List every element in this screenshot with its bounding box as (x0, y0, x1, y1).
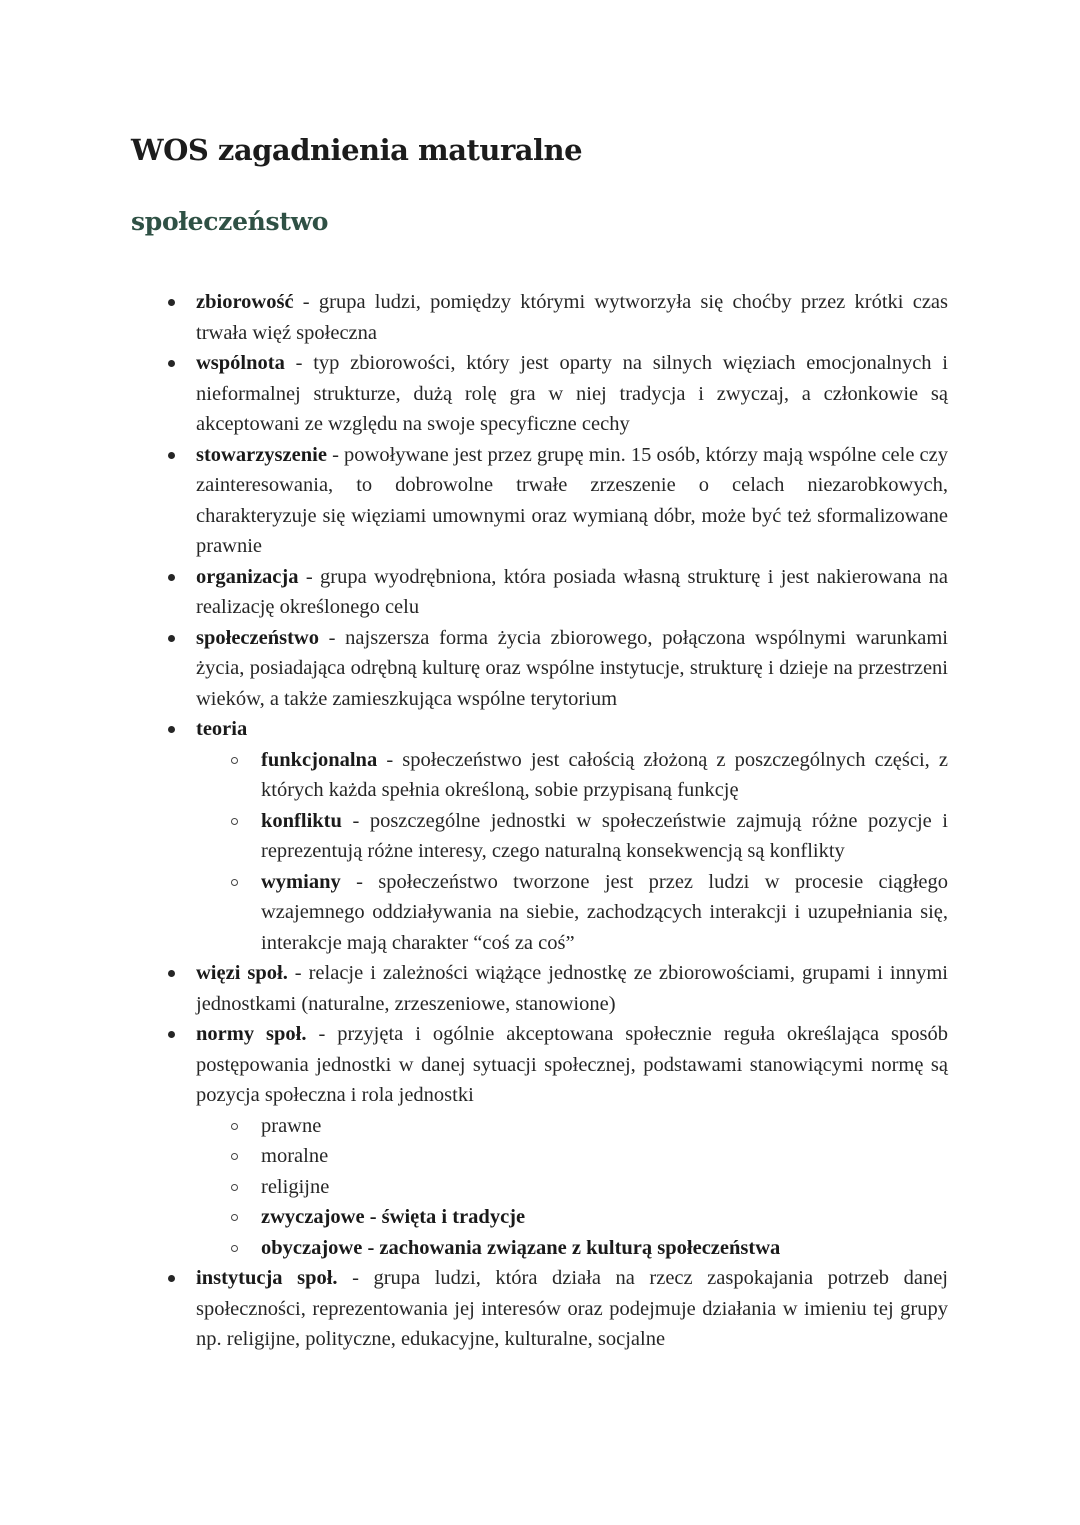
norm-type: religijne (261, 1175, 330, 1198)
sublist-item (196, 867, 948, 959)
term-definition: - społeczeństwo jest całością złożoną z poszczególnych części, z których każda spełnia określoną, sobie przypisaną funkcję (261, 748, 948, 801)
term-definition: - powoływane jest przez grupę min. 15 osób, którzy mają wspólne cele czy zainteresowania, to dobrowolne trwałe zrzeszenie o celach niezarobkowych, charakteryzuje się więziami umownymi oraz wymianą dóbr, może być też sformalizowane prawnie (196, 443, 949, 557)
bullet-icon (168, 574, 175, 581)
circle-bullet-icon (231, 1214, 238, 1221)
norm-type: prawne (261, 1114, 322, 1137)
bullet-icon (168, 726, 175, 733)
circle-bullet-icon (231, 757, 238, 764)
term-label: organizacja (196, 565, 299, 588)
bullet-icon (168, 635, 175, 642)
list-item (131, 1263, 948, 1355)
term-definition: - poszczególne jednostki w społeczeństwie zajmują różne pozycje i reprezentują różne interesy, czego naturalną konsekwencją są konflikty (261, 809, 948, 862)
term-definition: - grupa wyodrębniona, która posiada własną strukturę i jest nakierowana na realizację określonego celu (196, 565, 948, 618)
list-item (131, 440, 948, 562)
bullet-icon (168, 299, 175, 306)
term-label: funkcjonalna (261, 748, 378, 771)
term-definition: - społeczeństwo tworzone jest przez ludzi w procesie ciągłego wzajemnego oddziaływania na siebie, zachodzących interakcji i uzupełniania się, interakcje mają charakter “coś za coś” (261, 870, 948, 954)
term-definition: - relacje i zależności wiążące jednostkę ze zbiorowościami, grupami i innymi jednostkami (naturalne, zrzeszeniowe, stanowione) (196, 962, 949, 1015)
sublist-item (196, 1172, 948, 1203)
list-item (131, 562, 948, 623)
circle-bullet-icon (231, 1123, 238, 1130)
document-title: WOS zagadnienia maturalne (131, 133, 583, 167)
circle-bullet-icon (231, 1245, 238, 1252)
list-item (131, 623, 948, 715)
definitions-list (131, 287, 948, 1355)
list-item (131, 1019, 948, 1263)
sublist-item (196, 1111, 948, 1142)
term-label: instytucja społ. (196, 1267, 338, 1289)
circle-bullet-icon (231, 1184, 238, 1191)
document-page (131, 128, 948, 1355)
term-label: teoria (196, 718, 248, 740)
term-label: konfliktu (261, 809, 342, 832)
term-label: wymiany (261, 870, 341, 893)
bullet-icon (168, 970, 175, 977)
term-definition: - typ zbiorowości, który jest oparty na silnych więziach emocjonalnych i nieformalnej strukturze, dużą rolę gra w niej tradycja i zwyczaj, a członkowie są akceptowani ze względu na swoje specyficzne cechy (196, 352, 948, 435)
sublist-item (196, 806, 948, 867)
term-label: społeczeństwo (196, 626, 319, 649)
sublist-item (196, 1233, 948, 1264)
bullet-icon (168, 1031, 175, 1038)
term-definition: - grupa ludzi, która działa na rzecz zaspokajania potrzeb danej społeczności, reprezentowania jej interesów oraz podejmuje działania w imieniu tej grupy np. religijne, polityczne, edukacyjne, kulturalne, socjalne (196, 1267, 948, 1350)
list-item (131, 348, 948, 440)
sublist-item (196, 1202, 948, 1233)
term-label: normy społ. (196, 1023, 307, 1045)
term-definition: - grupa ludzi, pomiędzy którymi wytworzyła się choćby przez krótki czas trwała więź społeczna (196, 291, 948, 344)
term-label: więzi społ. (196, 962, 288, 984)
bullet-icon (168, 360, 175, 367)
norm-type: zwyczajowe - święta i tradycje (261, 1206, 526, 1228)
term-label: wspólnota (196, 352, 285, 374)
normy-sublist (196, 1111, 948, 1264)
circle-bullet-icon (231, 818, 238, 825)
bullet-icon (168, 452, 175, 459)
term-definition: - przyjęta i ogólnie akceptowana społecznie reguła określająca sposób postępowania jednostki w danej sytuacji społecznej, podstawami stanowiącymi normę są pozycja społeczna i rola jednostki (196, 1023, 948, 1106)
bullet-icon (168, 1275, 175, 1282)
norm-type: obyczajowe - zachowania związane z kulturą społeczeństwa (261, 1236, 781, 1259)
list-item (131, 287, 948, 348)
section-heading: społeczeństwo (131, 207, 329, 236)
sublist-item (196, 1141, 948, 1172)
circle-bullet-icon (231, 1153, 238, 1160)
norm-type: moralne (261, 1145, 329, 1167)
term-label: stowarzyszenie (196, 443, 327, 466)
sublist-item (196, 745, 948, 806)
term-definition: - najszersza forma życia zbiorowego, połączona wspólnymi warunkami życia, posiadająca odrębną kulturę oraz wspólne instytucje, strukturę i dzieje na przestrzeni wieków, a także zamieszkująca wspólne terytorium (196, 626, 948, 710)
teoria-sublist (196, 745, 948, 959)
circle-bullet-icon (231, 879, 238, 886)
term-label: zbiorowość (196, 291, 294, 313)
list-item (131, 714, 948, 958)
list-item (131, 958, 948, 1019)
